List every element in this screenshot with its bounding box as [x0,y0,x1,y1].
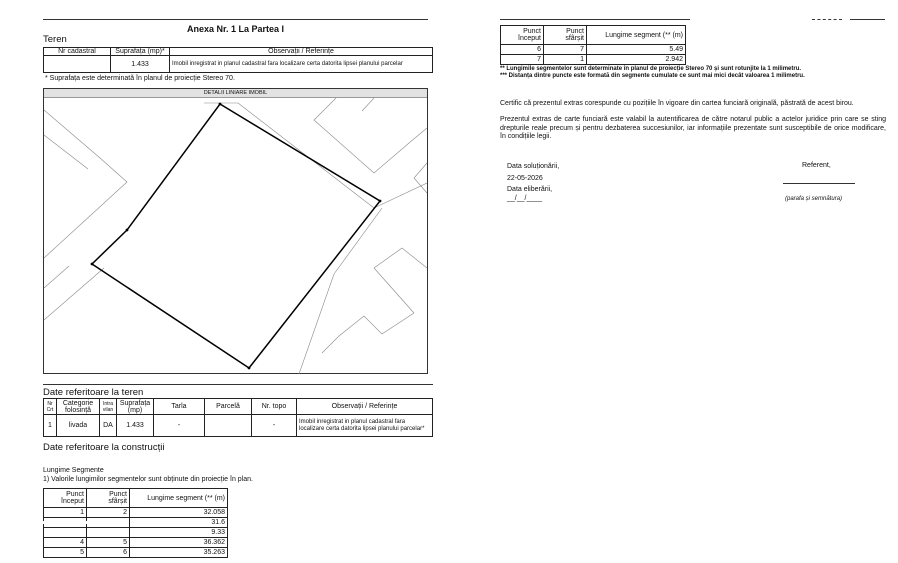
right-top-rule-c [850,19,885,20]
segmente-header-punct-sfarsit: Punct sfârșit [87,489,130,508]
teren-header-nr-cadastral: Nr cadastral [44,48,111,56]
map-title: DETALII LINIARE IMOBIL [44,89,427,98]
teren-header-suprafata: Suprafața (mp)* [111,48,170,56]
teren-cell-suprafata: 1.433 [111,56,170,73]
segmente-right-header-punct-inceput: Punct început [501,26,544,45]
data-eliberarii-value: __/__/____ [507,195,543,202]
segmente-right-row-2-start: 7 [501,55,544,65]
segmente-row-1-end: 2 [87,508,130,518]
data-eliberarii-label: Data eliberării, [507,186,553,193]
date-teren-cell-tarla: - [154,415,205,437]
segmente-row-3-end [87,528,130,538]
segmente-note-1: ** Lungimile segmentelor sunt determinate în planul de proiecție Stereo 70 și sunt rotunjite la 1 milimetru. [500,66,802,72]
date-teren-table [43,398,433,437]
segmente-right-header-lungime: Lungime segment (** (m) [587,26,686,45]
teren-cell-nr-cadastral [44,56,111,73]
segmente-right-row-2-length: 2.942 [587,55,686,65]
neighbour-parcel-lines [44,98,427,374]
date-teren-header-nr-topo: Nr. topo [252,399,297,415]
date-teren-cell-suprafata: 1.433 [117,415,154,437]
segmente-row-2-end [87,518,130,528]
segmente-heading: Lungime Segmente [43,467,104,474]
date-teren-cell-parcela [205,415,252,437]
segmente-right-row-2-end: 1 [544,55,587,65]
date-teren-cell-nr-crt: 1 [44,415,57,437]
date-teren-header-suprafata: Suprafața (mp) [117,399,154,415]
referent-label: Referent, [802,162,831,169]
segmente-row-1-length: 32.058 [130,508,228,518]
date-teren-header-intravilan: Intra vilan [100,399,117,415]
date-teren-cell-nr-topo: - [252,415,297,437]
teren-cell-observatii: Imobil inregistrat in planul cadastral fara localizare certa datorita lipsei planului parcelar [170,56,433,73]
segmente-row-4-length: 36.362 [130,538,228,548]
segmente-right-row-1-length: 5.49 [587,45,686,55]
date-teren-cell-intravilan: DA [100,415,117,437]
date-teren-header-parcela: Parcelă [205,399,252,415]
date-teren-heading: Date referitoare la teren [43,387,144,398]
segmente-row-1-start: 1 [44,508,87,518]
segmente-row-5-end: 6 [87,548,130,558]
segmente-right-header-punct-sfarsit: Punct sfârșit [544,26,587,45]
certificare-p1: Certific că prezentul extras corespunde cu pozițiile în vigoare din cartea funciară originală, păstrată de acest birou. [500,100,854,107]
date-teren-rule [43,384,433,385]
date-teren-header-categorie: Categorie folosință [57,399,100,415]
parafa-label: (parafa și semnătura) [785,196,843,202]
segmente-note-2: *** Distanța dintre puncte este formată din segmente cumulate ce sunt mai mici decât valoarea 1 milimetru. [500,73,805,79]
parcel-boundary [92,104,380,368]
segmente-row-2-length: 31.6 [130,518,228,528]
segmente-right-table [500,25,686,65]
annex-title: Anexa Nr. 1 La Partea I [186,24,285,34]
date-teren-header-tarla: Tarla [154,399,205,415]
teren-header-observatii: Observații / Referințe [170,48,433,56]
teren-heading: Teren [43,34,67,45]
teren-note: * Suprafața este determinată în planul de proiecție Stereo 70. [45,75,235,82]
segmente-right-row-1-start: 6 [501,45,544,55]
segmente-row-2-start [44,518,87,528]
segmente-row-4-start: 4 [44,538,87,548]
segmente-row-3-length: 9.33 [130,528,228,538]
certificare-p2: Prezentul extras de carte funciară este valabil la autentificarea de către notarul public a actelor juridice prin care se sting drepturile reale precum și pentru dezbaterea succesiunilor, iar informațiile prezentate sunt susceptibile de orice modificare, în condițiile legii. [500,116,886,140]
segmente-row-5-length: 35.263 [130,548,228,558]
map-frame [43,88,428,374]
right-top-rule-b [812,19,842,20]
date-teren-header-observatii: Observații / Referințe [297,399,433,415]
top-rule [43,19,428,20]
segmente-header-lungime: Lungime segment (** (m) [130,489,228,508]
data-solutionarii-value: 22-05-2026 [507,175,543,182]
signature-line [783,183,855,184]
date-teren-header-nr-crt: Nr Crt [44,399,57,415]
teren-table [43,47,433,73]
data-solutionarii-label: Data soluționării, [507,163,560,170]
constructii-heading: Date referitoare la construcții [43,442,165,453]
segmente-right-row-1-end: 7 [544,45,587,55]
map-drawing [44,98,427,374]
segmente-subheading: 1) Valorile lungimilor segmentelor sunt obținute din proiecție în plan. [43,476,253,483]
date-teren-cell-categorie: livada [57,415,100,437]
segmente-header-punct-inceput: Punct început [44,489,87,508]
segmente-row-3-start [44,528,87,538]
parcel-vertices [91,103,382,370]
right-top-rule-a [500,19,690,20]
segmente-row-5-start: 5 [44,548,87,558]
segmente-table [43,488,228,558]
segmente-row-4-end: 5 [87,538,130,548]
date-teren-cell-observatii: Imobil inregistrat in planul cadastral fara localizare certa datorita lipsei planului parcelar* [297,415,433,437]
